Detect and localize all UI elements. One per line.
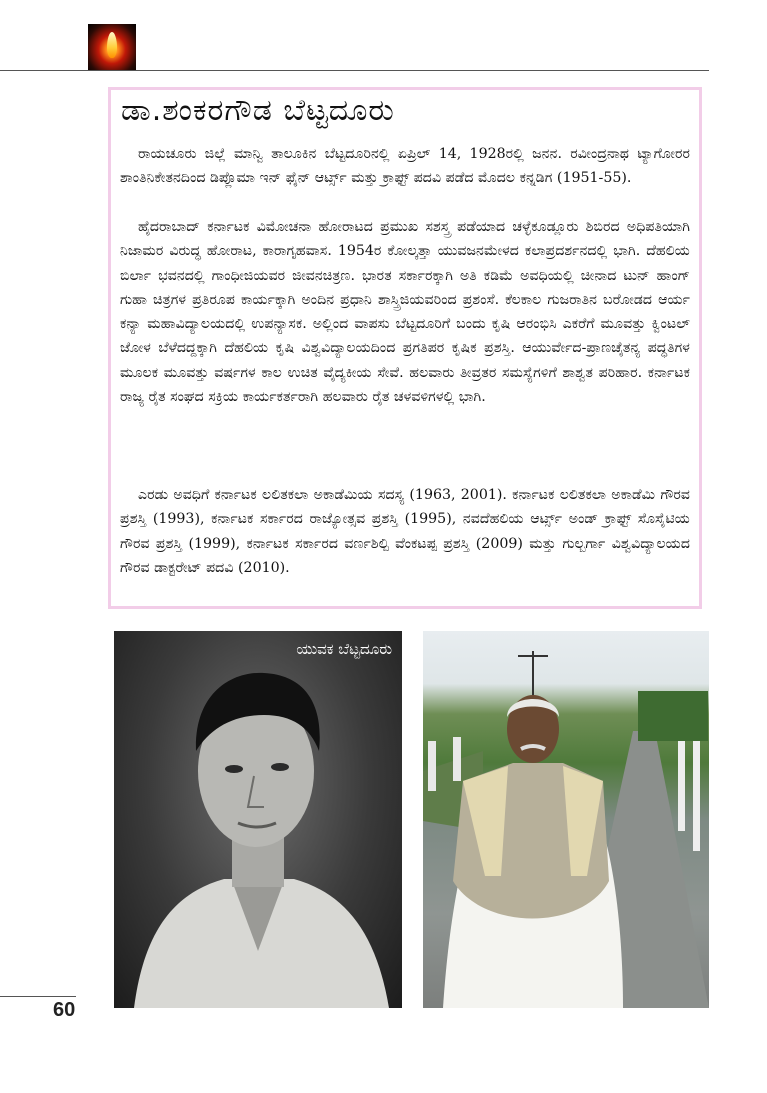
elderly-portrait-photo xyxy=(423,631,709,1008)
flame-icon xyxy=(107,32,117,58)
biography-box xyxy=(108,87,702,609)
paragraph-career: ಹೈದರಾಬಾದ್ ಕರ್ನಾಟಕ ವಿಮೋಚನಾ ಹೋರಾಟದ ಪ್ರಮುಖ ಸಶಸ್ತ್ರ ಪಡೆಯಾದ ಚಳ್ಳೆಕೂಡ್ಲೂರು ಶಿಬಿರದ ಅಧಿಪತಿಯಾಗಿ ನಿಜಾಮರ ವಿರುದ್ಧ ಹೋರಾಟ, ಕಾರಾಗೃಹವಾಸ. 1954ರ ಕೋಲ್ಕತ್ತಾ ಯುವಜನಮೇಳದ ಕಲಾಪ್ರದರ್ಶನದಲ್ಲಿ ಭಾಗಿ. ದೆಹಲಿಯ ಬಿರ್ಲಾ ಭವನದಲ್ಲಿ ಗಾಂಧೀಜಿಯವರ ಜೀವನಚಿತ್ರಣ. ಭಾರತ ಸರ್ಕಾರಕ್ಕಾಗಿ ಅತಿ ಕಡಿಮೆ ಅವಧಿಯಲ್ಲಿ ಚೀನಾದ ಟುನ್ ಹಾಂಗ್ ಗುಹಾ ಚಿತ್ರಗಳ ಪ್ರತಿರೂಪ ಕಾರ್ಯಕ್ಕಾಗಿ ಅಂದಿನ ಪ್ರಧಾನಿ ಶಾಸ್ತ್ರಿಜಿಯವರಿಂದ ಪ್ರಶಂಸೆ. ಕೆಲಕಾಲ ಗುಜರಾತಿನ ಬರೋಡದ ಆರ್ಯ ಕನ್ಯಾ ಮಹಾವಿದ್ಯಾಲಯದಲ್ಲಿ ಉಪನ್ಯಾಸಕ. ಅಲ್ಲಿಂದ ವಾಪಸು ಬೆಟ್ಟದೂರಿಗೆ ಬಂದು ಕೃಷಿ ಆರಂಭಿಸಿ ಎಕರೆಗೆ ಮೂವತ್ತು ಕ್ವಿಂಟಲ್ ಜೋಳ ಬೆಳೆದದ್ದಕ್ಕಾಗಿ ದೆಹಲಿಯ ಕೃಷಿ ವಿಶ್ವವಿದ್ಯಾಲಯದಿಂದ ಪ್ರಗತಿಪರ ಕೃಷಿಕ ಪ್ರಶಸ್ತಿ. ಆಯುರ್ವೇದ-ಪ್ರಾಣಚೈತನ್ಯ ಪದ್ಧತಿಗಳ ಮೂಲಕ ಮೂವತ್ತು ವರ್ಷಗಳ ಕಾಲ ಉಚಿತ ವೈದ್ಯಕೀಯ ಸೇವೆ. ಹಲವಾರು ತೀವ್ರತರ ಸಮಸ್ಯೆಗಳಿಗೆ ಶಾಶ್ವತ ಪರಿಹಾರ. ಕರ್ನಾಟಕ ರಾಜ್ಯ ರೈತ ಸಂಘದ ಸಕ್ರಿಯ ಕಾರ್ಯಕರ್ತರಾಗಿ ಹಲವಾರು ರೈತ ಚಳವಳಿಗಳಲ್ಲಿ ಭಾಗಿ. xyxy=(120,219,690,406)
paragraph-birth: ರಾಯಚೂರು ಜಿಲ್ಲೆ ಮಾನ್ವಿ ತಾಲೂಕಿನ ಬೆಟ್ಟದೂರಿನಲ್ಲಿ ಏಪ್ರಿಲ್ 14, 1928ರಲ್ಲಿ ಜನನ. ರವೀಂದ್ರನಾಥ ಟ್ಯಾಗೋರರ ಶಾಂತಿನಿಕೇತನದಿಂದ ಡಿಪ್ಲೊಮಾ ಇನ್ ಫೈನ್ ಆರ್ಟ್ಸ್ ಮತ್ತು ಕ್ರಾಫ್ಟ್ ಪದವಿ ಪಡೆದ ಮೊದಲ ಕನ್ನಡಿಗ (1951-55). xyxy=(120,146,690,187)
elderly-portrait-illustration xyxy=(423,631,709,1008)
young-portrait-illustration xyxy=(114,631,402,1008)
paragraph-awards: ಎರಡು ಅವಧಿಗೆ ಕರ್ನಾಟಕ ಲಲಿತಕಲಾ ಅಕಾಡೆಮಿಯ ಸದಸ್ಯ (1963, 2001). ಕರ್ನಾಟಕ ಲಲಿತಕಲಾ ಅಕಾಡೆಮಿ ಗೌರವ ಪ್ರಶಸ್ತಿ (1993), ಕರ್ನಾಟಕ ಸರ್ಕಾರದ ರಾಜ್ಯೋತ್ಸವ ಪ್ರಶಸ್ತಿ (1995), ನವದೆಹಲಿಯ ಆರ್ಟ್ಸ್ ಅಂಡ್ ಕ್ರಾಫ್ಟ್ ಸೊಸೈಟಿಯ ಗೌರವ ಪ್ರಶಸ್ತಿ (1999), ಕರ್ನಾಟಕ ಸರ್ಕಾರದ ವರ್ಣಶಿಲ್ಪಿ ವೆಂಕಟಪ್ಪ ಪ್ರಶಸ್ತಿ (2009) ಮತ್ತು ಗುಲ್ಬರ್ಗಾ ವಿಶ್ವವಿದ್ಯಾಲಯದ ಗೌರವ ಡಾಕ್ಟರೇಟ್ ಪದವಿ (2010). xyxy=(120,487,690,576)
footer-rule xyxy=(0,996,76,997)
header-rule xyxy=(0,70,709,71)
article-title: ಡಾ.ಶಂಕರಗೌಡ ಬೆಟ್ಟದೂರು xyxy=(121,93,395,128)
lamp-flame-logo-icon xyxy=(88,24,136,70)
photo-caption: ಯುವಕ ಬೆಟ್ಟದೂರು xyxy=(296,640,392,658)
page-number: 60 xyxy=(53,999,76,1021)
young-portrait-photo xyxy=(114,631,402,1008)
